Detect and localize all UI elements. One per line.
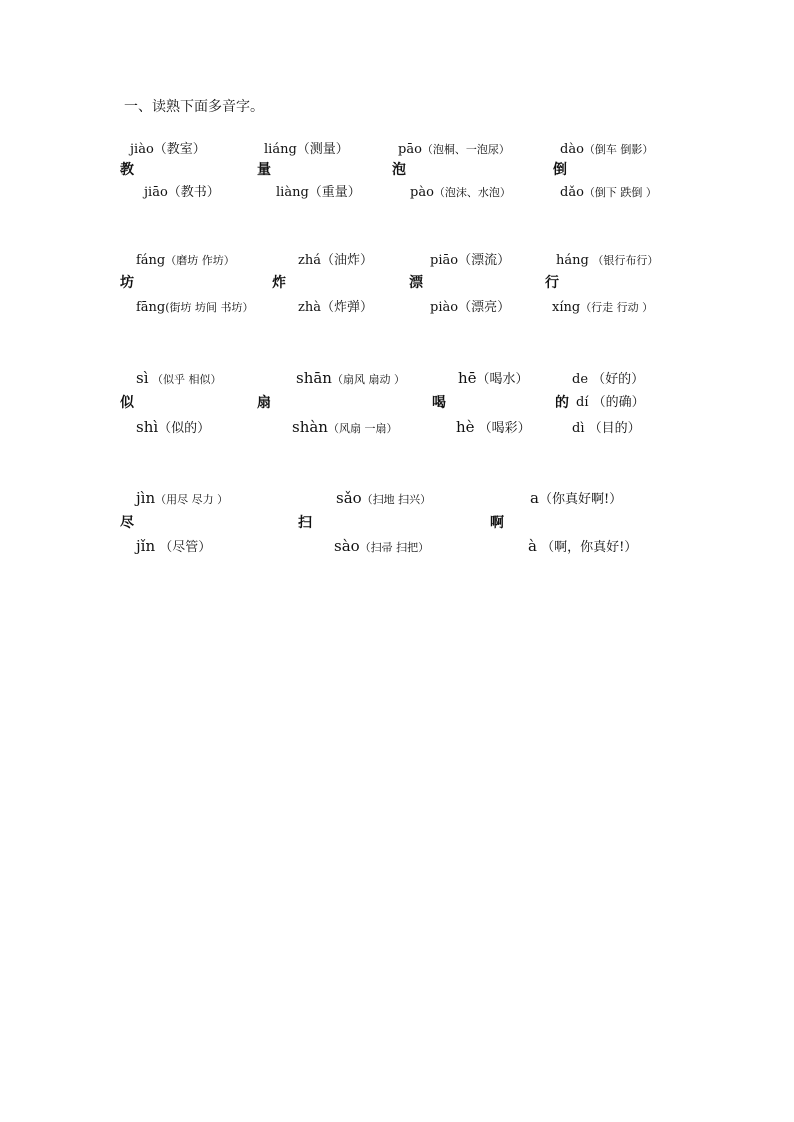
reading-entry bbox=[136, 488, 228, 510]
group-1-bottom-row bbox=[0, 181, 794, 205]
group-4-char-row bbox=[0, 513, 794, 537]
example-words: （扇风 扇动 ） bbox=[331, 373, 405, 386]
reading-entry bbox=[276, 181, 361, 203]
group-3-char-row bbox=[0, 393, 794, 417]
example-words: （喝水） bbox=[476, 372, 529, 387]
example-words: （漂流） bbox=[458, 253, 511, 268]
example-words: （测量） bbox=[296, 142, 349, 157]
example-words: （风扇 一扇） bbox=[327, 422, 398, 435]
pinyin: sǎo bbox=[336, 489, 362, 507]
pinyin: dí bbox=[576, 395, 589, 410]
example-words: （重量） bbox=[308, 185, 361, 200]
example-words: （炸弹） bbox=[320, 300, 373, 315]
pinyin: fáng bbox=[136, 253, 166, 268]
reading-entry bbox=[556, 249, 658, 271]
example-words: （好的） bbox=[588, 372, 645, 387]
group-4-bottom-row bbox=[0, 536, 794, 560]
reading-entry bbox=[130, 138, 206, 160]
example-words: （行走 行动 ） bbox=[580, 301, 654, 314]
polyphone-char: 教 bbox=[120, 162, 134, 178]
reading-entry bbox=[560, 138, 653, 160]
reading-entry bbox=[410, 181, 511, 203]
example-words: （教室） bbox=[153, 142, 206, 157]
example-words: （泡桐、一泡尿） bbox=[421, 143, 510, 156]
polyphone-char: 尽 bbox=[120, 515, 134, 531]
polyphone-char: 泡 bbox=[392, 162, 406, 178]
pinyin: háng bbox=[556, 253, 589, 268]
polyphone-char: 扇 bbox=[257, 395, 271, 411]
pinyin: jiāo bbox=[144, 185, 168, 200]
pinyin: de bbox=[572, 372, 589, 387]
reading-entry bbox=[530, 488, 622, 510]
pinyin: zhà bbox=[298, 300, 321, 315]
polyphone-char: 炸 bbox=[272, 275, 286, 291]
pinyin: dǎo bbox=[560, 185, 584, 200]
example-words: （啊，你真好!） bbox=[536, 540, 638, 555]
reading-entry bbox=[298, 249, 373, 271]
pinyin: dào bbox=[560, 142, 584, 157]
pinyin: piāo bbox=[430, 253, 459, 268]
example-words: （扫帚 扫把） bbox=[359, 541, 430, 554]
example-words: (街坊 坊间 书坊） bbox=[165, 301, 254, 314]
reading-entry bbox=[572, 417, 641, 439]
polyphone-char: 量 bbox=[257, 162, 271, 178]
example-words: （倒下 跌倒 ） bbox=[583, 186, 657, 199]
group-2-bottom-row bbox=[0, 296, 794, 320]
polyphone-char: 坊 bbox=[120, 275, 134, 291]
reading-entry bbox=[458, 368, 529, 390]
section-heading: 一、读熟下面多音字。 bbox=[124, 99, 264, 115]
pinyin: hē bbox=[458, 369, 477, 387]
reading-entry bbox=[136, 417, 210, 439]
pinyin: jìn bbox=[136, 489, 156, 507]
example-words: （似乎 相似） bbox=[148, 373, 222, 386]
example-words: （磨坊 作坊） bbox=[165, 254, 235, 267]
polyphone-char: 的 bbox=[555, 395, 569, 411]
group-1-top-row bbox=[0, 138, 794, 162]
reading-entry bbox=[576, 393, 645, 413]
pinyin: zhá bbox=[298, 253, 321, 268]
example-words: （油炸） bbox=[320, 253, 373, 268]
pinyin: liáng bbox=[264, 142, 297, 157]
group-4-top-row bbox=[0, 488, 794, 512]
pinyin: shān bbox=[296, 369, 332, 387]
reading-entry bbox=[292, 417, 397, 439]
reading-entry bbox=[336, 488, 431, 510]
reading-entry bbox=[528, 536, 637, 558]
reading-entry bbox=[144, 181, 220, 203]
example-words: （喝彩） bbox=[474, 421, 531, 436]
pinyin: piào bbox=[430, 300, 459, 315]
reading-entry bbox=[334, 536, 429, 558]
group-2-char-row bbox=[0, 273, 794, 297]
reading-entry bbox=[264, 138, 349, 160]
reading-entry bbox=[298, 296, 373, 318]
pinyin: sào bbox=[334, 537, 360, 555]
reading-entry bbox=[552, 296, 653, 318]
group-2-top-row bbox=[0, 249, 794, 273]
pinyin: a bbox=[530, 489, 539, 507]
example-words: （目的） bbox=[584, 421, 641, 436]
group-3-top-row bbox=[0, 368, 794, 392]
reading-entry bbox=[430, 296, 510, 318]
example-words: （的确） bbox=[588, 395, 645, 410]
pinyin: à bbox=[528, 537, 537, 555]
polyphone-char: 似 bbox=[120, 395, 134, 411]
pinyin: pāo bbox=[398, 142, 422, 157]
example-words: （尽管） bbox=[155, 540, 212, 555]
example-words: （漂亮） bbox=[458, 300, 511, 315]
pinyin: pào bbox=[410, 185, 434, 200]
pinyin: hè bbox=[456, 418, 475, 436]
pinyin: jiào bbox=[130, 142, 154, 157]
pinyin: dì bbox=[572, 421, 585, 436]
polyphone-char: 啊 bbox=[490, 515, 504, 531]
reading-entry bbox=[430, 249, 510, 271]
reading-entry bbox=[572, 368, 644, 390]
group-3-bottom-row bbox=[0, 417, 794, 441]
pinyin: fāng bbox=[136, 300, 166, 315]
pinyin: shàn bbox=[292, 418, 328, 436]
reading-entry bbox=[136, 368, 222, 390]
example-words: （用尽 尽力 ） bbox=[155, 493, 229, 506]
example-words: （似的） bbox=[158, 421, 211, 436]
reading-entry bbox=[296, 368, 405, 390]
polyphone-char: 喝 bbox=[432, 395, 446, 411]
example-words: （你真好啊!） bbox=[538, 492, 623, 507]
example-words: （倒车 倒影） bbox=[583, 143, 654, 156]
polyphone-char: 行 bbox=[545, 275, 559, 291]
polyphone-char: 倒 bbox=[553, 162, 567, 178]
pinyin: shì bbox=[136, 418, 159, 436]
reading-entry bbox=[456, 417, 531, 439]
polyphone-char: 扫 bbox=[298, 515, 312, 531]
reading-entry bbox=[398, 138, 510, 160]
example-words: （银行布行） bbox=[588, 254, 659, 267]
reading-entry bbox=[136, 249, 235, 271]
pinyin: jǐn bbox=[136, 537, 156, 555]
pinyin: liàng bbox=[276, 185, 309, 200]
reading-entry bbox=[136, 536, 211, 558]
polyphone-char: 漂 bbox=[409, 275, 423, 291]
example-words: （泡沫、水泡） bbox=[433, 186, 511, 199]
pinyin: xíng bbox=[552, 300, 581, 315]
pinyin: sì bbox=[136, 369, 149, 387]
reading-entry bbox=[560, 181, 657, 203]
example-words: （扫地 扫兴） bbox=[361, 493, 432, 506]
reading-entry bbox=[136, 296, 254, 318]
example-words: （教书） bbox=[167, 185, 220, 200]
